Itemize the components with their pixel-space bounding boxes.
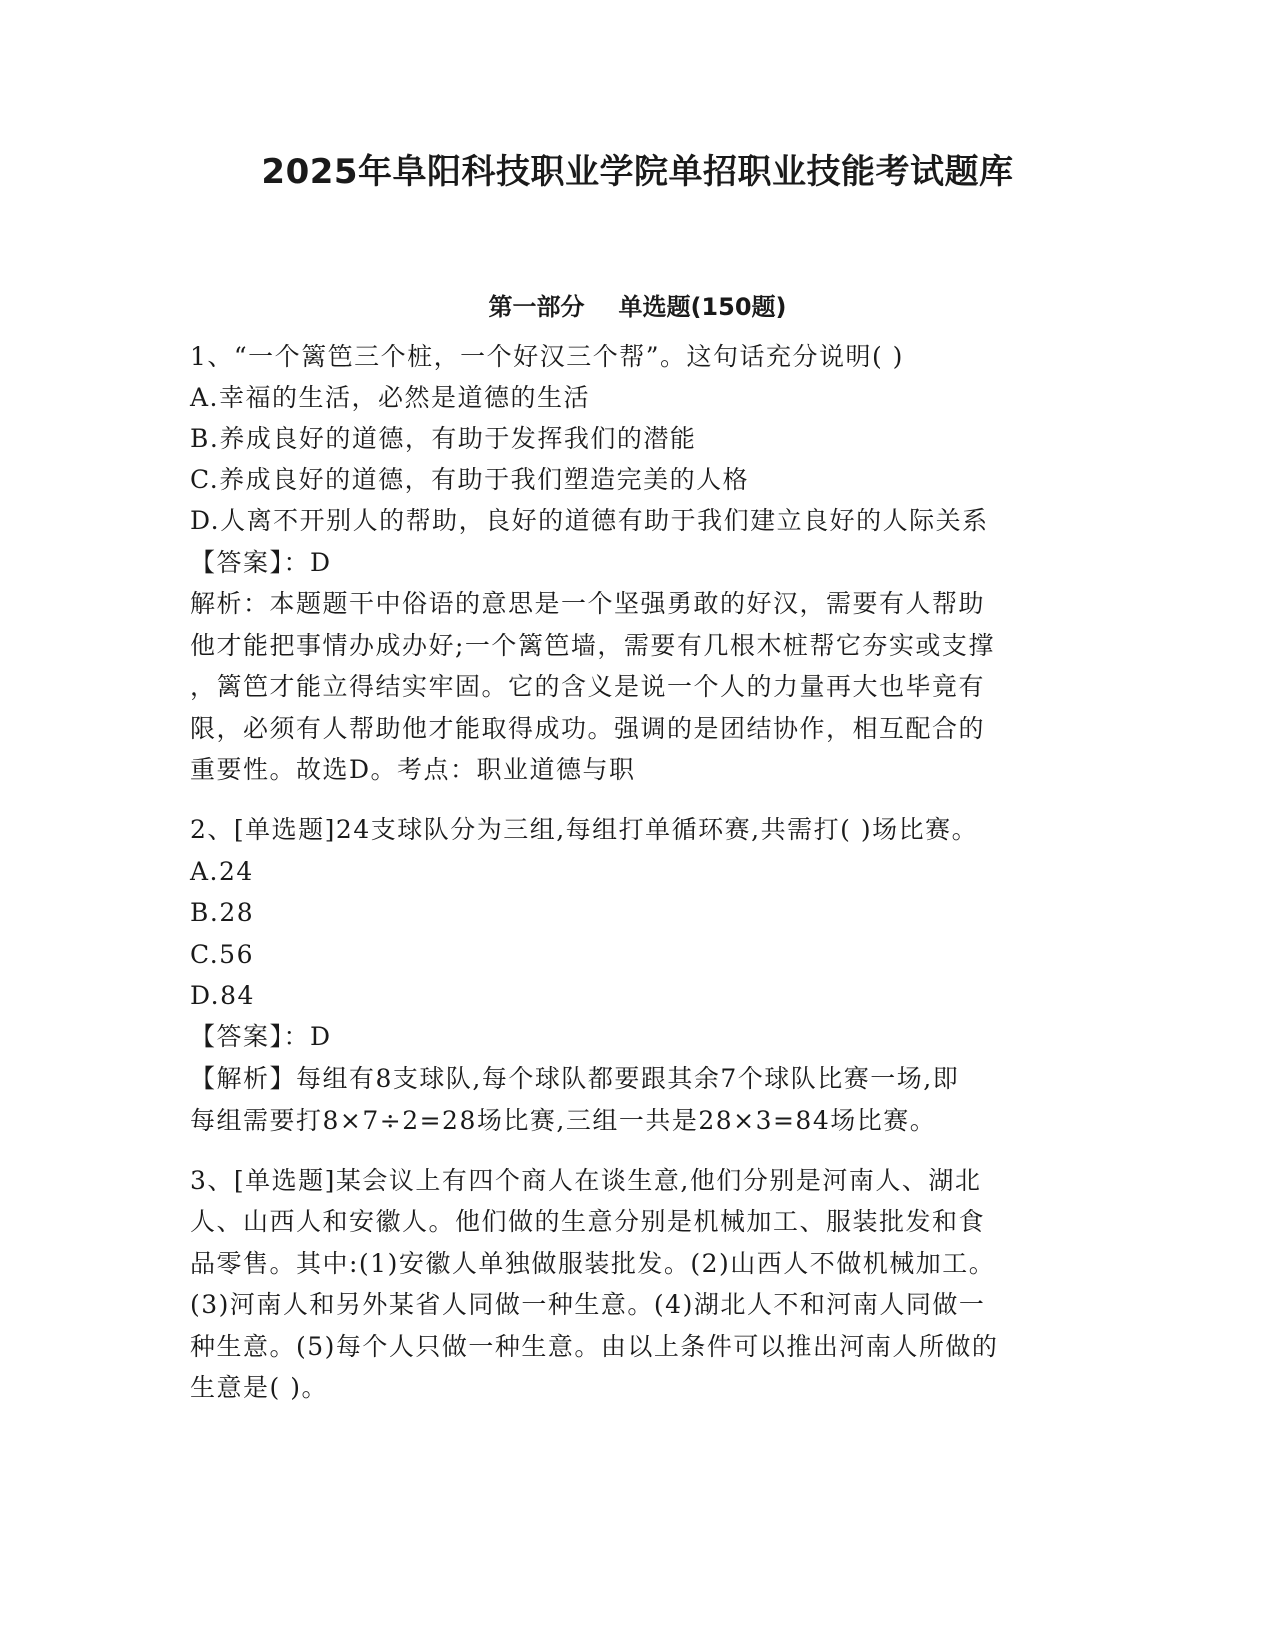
document-title: 2025年阜阳科技职业学院单招职业技能考试题库	[261, 152, 1014, 192]
question-3-stem-line: 品零售。其中:(1)安徽人单独做服装批发。(2)山西人不做机械加工。	[190, 1249, 996, 1278]
question-3-stem-line: 人、山西人和安徽人。他们做的生意分别是机械加工、服装批发和食	[190, 1207, 986, 1236]
question-1-analysis-line: ，篱笆才能立得结实牢固。它的含义是说一个人的力量再大也毕竟有	[190, 672, 986, 701]
question-2-option-d: D.84	[190, 981, 255, 1010]
question-1-answer: 【答案】：D	[190, 548, 332, 577]
section-heading	[0, 290, 1275, 324]
section-name: 单选题(150题)	[618, 293, 787, 321]
question-1-analysis-line: 他才能把事情办成办好;一个篱笆墙，需要有几根木桩帮它夯实或支撑	[190, 631, 995, 660]
question-2-option-b: B.28	[190, 898, 255, 927]
question-2-stem: 2、[单选题]24支球队分为三组,每组打单循环赛,共需打( )场比赛。	[190, 815, 979, 844]
question-1-analysis-line: 解析：本题题干中俗语的意思是一个坚强勇敢的好汉，需要有人帮助	[190, 589, 986, 618]
question-1-option-a: A.幸福的生活，必然是道德的生活	[190, 383, 591, 412]
question-3-stem-line: (3)河南人和另外某省人同做一种生意。(4)湖北人不和河南人同做一	[190, 1290, 986, 1319]
question-2-analysis-line: 每组需要打8×7÷2=28场比赛,三组一共是28×3=84场比赛。	[190, 1106, 937, 1135]
question-1-analysis-line: 限，必须有人帮助他才能取得成功。强调的是团结协作，相互配合的	[190, 714, 986, 743]
question-1-option-b: B.养成良好的道德，有助于发挥我们的潜能	[190, 424, 697, 453]
question-2-option-c: C.56	[190, 940, 254, 969]
section-part: 第一部分	[488, 293, 585, 321]
question-1-stem: 1、“一个篱笆三个桩，一个好汉三个帮”。这句话充分说明( )	[190, 342, 904, 371]
question-1-option-d: D.人离不开别人的帮助，良好的道德有助于我们建立良好的人际关系	[190, 506, 989, 535]
question-3-stem-line: 生意是( )。	[190, 1373, 328, 1402]
question-2-analysis-line: 【解析】每组有8支球队,每个球队都要跟其余7个球队比赛一场,即	[190, 1064, 960, 1093]
question-3-stem-line: 3、[单选题]某会议上有四个商人在谈生意,他们分别是河南人、湖北	[190, 1166, 982, 1195]
question-2-option-a: A.24	[190, 857, 254, 886]
question-1-option-c: C.养成良好的道德，有助于我们塑造完美的人格	[190, 465, 750, 494]
question-2-answer: 【答案】：D	[190, 1022, 332, 1051]
question-3-stem-line: 种生意。(5)每个人只做一种生意。由以上条件可以推出河南人所做的	[190, 1332, 999, 1361]
question-1-analysis-line: 重要性。故选D。考点：职业道德与职	[190, 755, 636, 784]
